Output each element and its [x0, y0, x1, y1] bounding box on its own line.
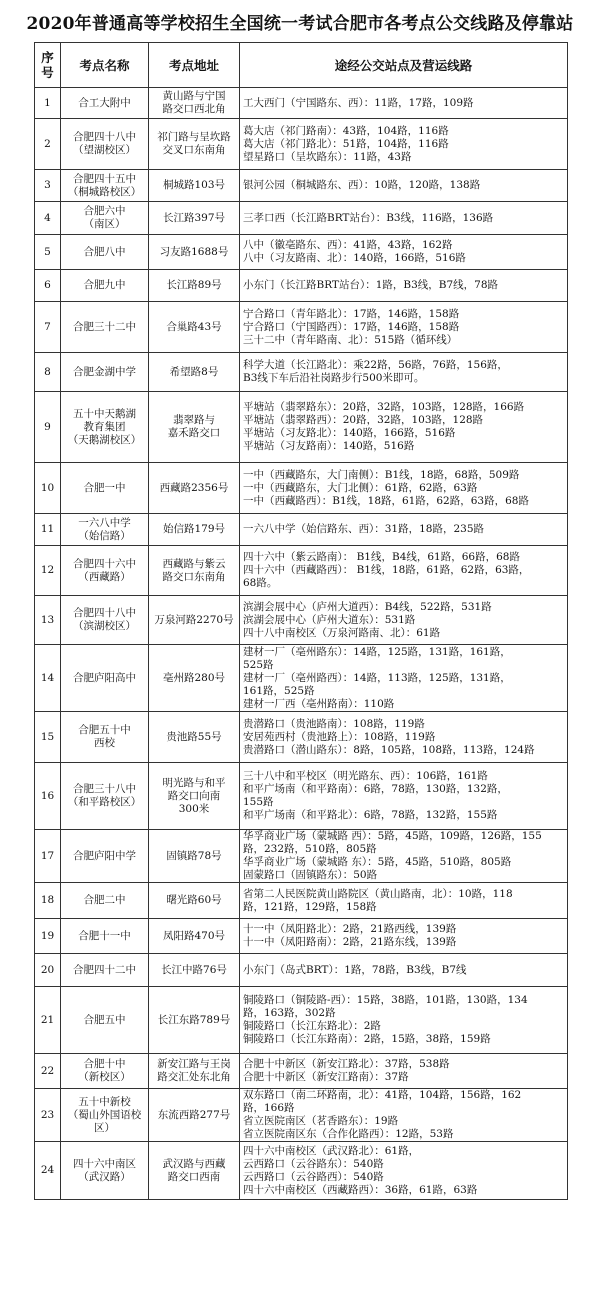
exam-site-address: [149, 235, 240, 270]
bus-routes-line: 宁合路口（青年路北）：17路，146路，158路: [243, 307, 460, 320]
exam-site-name: [61, 883, 149, 919]
exam-site-name-line: （天鹅湖校区）: [67, 433, 142, 446]
row-number: 1: [35, 88, 61, 119]
exam-site-name-line: （蜀山外国语校区）: [67, 1108, 142, 1134]
exam-site-name-line: 合肥五十中: [78, 724, 131, 736]
bus-routes-line: 一中（西藏路东，大门北侧）：61路，62路，63路: [243, 481, 478, 494]
bus-routes-line: 滨湖会展中心（庐州大道东）：531路: [243, 613, 416, 626]
bus-routes: [240, 596, 568, 645]
bus-routes-line: 葛大店（祁门路南）：43路，104路，116路: [243, 124, 449, 137]
row-number: 13: [35, 596, 61, 645]
exam-site-address: [149, 763, 240, 830]
bus-routes: [240, 1054, 568, 1089]
exam-site-address: [149, 270, 240, 302]
row-number: 22: [35, 1054, 61, 1089]
exam-site-name-line: 五十中新校: [78, 1095, 131, 1108]
exam-site-address-line: 桐城路103号: [162, 179, 226, 191]
exam-site-address: [149, 954, 240, 987]
exam-site-name: [61, 170, 149, 202]
bus-routes-line: 三孝口西（长江路BRT站台）：B3线，116路，136路: [243, 211, 494, 224]
table-row: [35, 645, 568, 712]
exam-site-name-line: 合肥三十八中: [73, 783, 136, 795]
exam-site-name: [61, 987, 149, 1054]
bus-routes: [240, 235, 568, 270]
bus-routes: [240, 353, 568, 392]
bus-routes-line: 八中（徽亳路东、西）：41路，43路，162路: [243, 239, 453, 251]
table-header-row: [35, 43, 568, 88]
exam-site-address: [149, 302, 240, 353]
exam-site-name-line: （桐城路校区）: [67, 185, 142, 198]
table-row: [35, 883, 568, 919]
exam-site-name-line: 四十六中南区: [73, 1157, 136, 1170]
exam-site-name: [61, 645, 149, 712]
bus-routes: [240, 712, 568, 763]
bus-routes-line: 68路。: [243, 577, 278, 589]
row-number: 2: [35, 119, 61, 170]
exam-site-address-line: 长江路397号: [162, 211, 226, 224]
bus-routes-line: 路，166路: [243, 1102, 295, 1114]
exam-site-address-line: 祁门路与呈坎路: [157, 131, 231, 143]
exam-site-address-line: 贵池路55号: [166, 730, 222, 743]
bus-routes: [240, 392, 568, 463]
row-number: 24: [35, 1142, 61, 1200]
bus-routes: [240, 1142, 568, 1200]
bus-routes: [240, 1089, 568, 1142]
table-row: [35, 119, 568, 170]
bus-routes-line: 安居苑西村（贵池路上）：108路，119路: [243, 730, 436, 743]
exam-site-address: [149, 919, 240, 954]
bus-routes-line: 平塘站（翡翠路东）：20路，32路，103路，128路，166路: [243, 401, 525, 413]
exam-site-address: [149, 645, 240, 712]
bus-routes: [240, 830, 568, 883]
exam-site-address: [149, 546, 240, 596]
table-row: [35, 763, 568, 830]
table-row: [35, 1054, 568, 1089]
exam-site-name-line: （始信路）: [78, 529, 131, 542]
bus-routes-line: 合肥十中新区（新安江路南）：37路: [243, 1071, 409, 1083]
row-number: 7: [35, 302, 61, 353]
exam-site-address-line: 曙光路60号: [166, 894, 222, 906]
exam-site-name: [61, 763, 149, 830]
table-row: [35, 830, 568, 883]
exam-site-name: [61, 270, 149, 302]
exam-site-address-line: 路交汇处东北角: [157, 1071, 231, 1083]
row-number: 14: [35, 645, 61, 712]
bus-routes: [240, 883, 568, 919]
exam-site-address: [149, 353, 240, 392]
bus-routes-line: 固蒙路口（固镇路东）：50路: [243, 869, 378, 881]
row-number: 9: [35, 392, 61, 463]
bus-routes-line: 铜陵路口（长江东路北）：2路: [243, 1020, 381, 1032]
exam-site-name-line: （西藏路）: [78, 570, 131, 583]
exam-site-name: [61, 712, 149, 763]
exam-site-name: [61, 514, 149, 546]
exam-site-name-line: （望湖校区）: [73, 144, 136, 156]
exam-site-address: [149, 119, 240, 170]
bus-routes-line: 省立医院南区（茗香路东）：19路: [243, 1115, 399, 1127]
bus-routes-line: 双东路口（南二环路南，北）：41路，104路，156路，162: [243, 1089, 522, 1101]
col-header-routes: 途经公交站点及营运线路: [240, 43, 568, 88]
exam-site-address-line: 300米: [178, 802, 210, 815]
exam-site-name-line: 合肥三十二中: [73, 320, 136, 333]
exam-site-address: [149, 883, 240, 919]
table-row: [35, 270, 568, 302]
bus-routes-line: 和平广场南（和平路南）：6路，78路，130路，132路，: [243, 783, 508, 795]
row-number: 18: [35, 883, 61, 919]
table-row: [35, 919, 568, 954]
exam-site-name: [61, 392, 149, 463]
col-header-name: 考点名称: [61, 43, 149, 88]
table-row: [35, 596, 568, 645]
bus-routes-line: 贵潜路口（潜山路东）：8路，105路，108路，113路，124路: [243, 743, 535, 756]
exam-site-name-line: 合肥八中: [83, 245, 126, 258]
table-row: [35, 1089, 568, 1142]
exam-site-address-line: 合巢路43号: [166, 320, 222, 333]
exam-site-address-line: 万泉河路2270号: [154, 613, 234, 626]
bus-routes-line: 建材一厂（亳州路东）：14路，125路，131路，161路，: [243, 645, 511, 658]
bus-routes-line: 华孚商业广场（蒙城路 东）：5路，45路，510路，805路: [243, 856, 512, 868]
bus-routes-line: 葛大店（祁门路北）：51路，104路，116路: [243, 137, 449, 150]
bus-routes-line: 四十八中南校区（万泉河路南、北）：61路: [243, 626, 441, 639]
exam-site-name-line: 合肥四十六中: [73, 557, 136, 570]
exam-site-address-line: 长江路89号: [166, 279, 222, 291]
table-row: [35, 353, 568, 392]
bus-routes: [240, 202, 568, 235]
row-number: 12: [35, 546, 61, 596]
page-title: 2020年普通高等学校招生全国统一考试合肥市各考点公交线路及停靠站: [26, 14, 574, 34]
exam-site-name: [61, 119, 149, 170]
row-number: 5: [35, 235, 61, 270]
exam-site-address: [149, 170, 240, 202]
table-row: [35, 712, 568, 763]
exam-site-name-line: 合肥二中: [83, 894, 126, 906]
bus-route-table: [34, 42, 568, 1200]
bus-routes-line: 一中（西藏路东，大门南侧）：B1线，18路，68路，509路: [243, 468, 520, 481]
bus-routes-line: 161路，525路: [243, 684, 315, 697]
exam-site-name-line: 合肥四十八中: [73, 607, 136, 619]
bus-routes-line: 华孚商业广场（蒙城路 西）：5路，45路，109路，126路，155: [243, 830, 542, 842]
exam-site-address: [149, 712, 240, 763]
exam-site-name-line: 合肥四十八中: [73, 131, 136, 143]
row-number: 15: [35, 712, 61, 763]
exam-site-name-line: （武汉路）: [78, 1170, 131, 1183]
bus-routes-line: 云西路口（云谷路西）：540路: [243, 1170, 384, 1183]
exam-site-address: [149, 1089, 240, 1142]
bus-routes: [240, 463, 568, 514]
bus-routes-line: 四十六中（紫云路南）： B1线，B4线，61路，66路，68路: [243, 551, 520, 563]
bus-routes-line: B3线下车后沿社岗路步行500米即可。: [243, 372, 425, 384]
bus-routes-line: 建材一厂（亳州路西）：14路，113路，125路，131路，: [243, 671, 511, 684]
exam-site-address-line: 西藏路与紫云: [162, 557, 226, 570]
bus-routes-line: 工大西门（宁国路东、西）：11路，17路，109路: [243, 96, 474, 109]
bus-routes-line: 路，121路，129路，158路: [243, 900, 377, 913]
exam-site-name-line: 教育集团: [83, 420, 126, 433]
bus-routes-line: 三十二中（青年路南、北）：515路（循环线）: [243, 333, 458, 346]
exam-site-address-line: 武汉路与西藏: [162, 1157, 226, 1170]
bus-routes-line: 一六八中学（始信路东、西）：31路，18路，235路: [243, 523, 485, 535]
bus-routes-line: 省第二人民医院黄山路院区（黄山路南，北）：10路，118: [243, 887, 513, 900]
exam-site-name-line: （新校区）: [78, 1071, 131, 1083]
exam-site-address-line: 固镇路78号: [166, 849, 222, 862]
table-row: [35, 514, 568, 546]
exam-site-name: [61, 1054, 149, 1089]
bus-routes: [240, 119, 568, 170]
bus-routes: [240, 919, 568, 954]
exam-site-address: [149, 1142, 240, 1200]
exam-site-address-line: 路交口向南: [167, 789, 221, 802]
exam-site-address: [149, 596, 240, 645]
bus-routes-line: 十一中（凤阳路北）：2路，21路西线，139路: [243, 923, 457, 935]
table-row: [35, 546, 568, 596]
row-number: 20: [35, 954, 61, 987]
exam-site-name-line: 合肥庐阳高中: [73, 671, 136, 684]
exam-site-address-line: 西藏路2356号: [159, 481, 229, 494]
exam-site-name-line: （滨湖校区）: [73, 620, 136, 632]
bus-routes-line: 科学大道（长江路北）：乘22路，56路，76路，156路，: [243, 359, 508, 371]
exam-site-name-line: 合肥六中: [83, 205, 126, 217]
exam-site-name-line: （和平路校区）: [67, 796, 142, 808]
exam-site-address: [149, 202, 240, 235]
exam-site-name-line: 西校: [94, 737, 115, 749]
exam-site-name: [61, 830, 149, 883]
bus-routes: [240, 987, 568, 1054]
bus-routes: [240, 270, 568, 302]
exam-site-name: [61, 546, 149, 596]
exam-site-name: [61, 1142, 149, 1200]
exam-site-name: [61, 88, 149, 119]
exam-site-name-line: 合工大附中: [78, 96, 131, 109]
exam-site-name-line: 合肥一中: [83, 481, 126, 494]
bus-routes: [240, 763, 568, 830]
bus-routes: [240, 546, 568, 596]
bus-routes: [240, 88, 568, 119]
bus-routes-line: 宁合路口（宁国路西）：17路，146路，158路: [243, 320, 460, 333]
exam-site-name-line: 五十中天鹅湖: [73, 407, 136, 420]
bus-routes-line: 三十八中和平校区（明光路东、西）：106路，161路: [243, 770, 488, 782]
exam-site-name-line: 合肥庐阳中学: [73, 849, 136, 862]
row-number: 6: [35, 270, 61, 302]
bus-routes-line: 铜陵路口（长江东路南）：2路，15路，38路，159路: [243, 1033, 491, 1045]
table-row: [35, 463, 568, 514]
exam-site-name: [61, 954, 149, 987]
bus-routes-line: 建材一厂西（亳州路南）：110路: [243, 697, 395, 710]
row-number: 23: [35, 1089, 61, 1142]
exam-site-address-line: 习友路1688号: [159, 245, 229, 258]
row-number: 21: [35, 987, 61, 1054]
exam-site-name: [61, 919, 149, 954]
bus-routes: [240, 645, 568, 712]
bus-routes-line: 铜陵路口（铜陵路-西）：15路，38路，101路，130路，134: [243, 994, 528, 1006]
bus-routes: [240, 954, 568, 987]
col-header-address: 考点地址: [149, 43, 240, 88]
bus-routes-line: 四十六中南校区（武汉路北）：61路，: [243, 1144, 420, 1157]
bus-routes-line: 贵潜路口（贵池路南）：108路，119路: [243, 717, 425, 730]
exam-site-address-line: 路交口西南: [167, 1170, 221, 1183]
table-row: [35, 202, 568, 235]
exam-site-name: [61, 1089, 149, 1142]
row-number: 3: [35, 170, 61, 202]
bus-routes-line: 滨湖会展中心（庐州大道西）：B4线，522路，531路: [243, 600, 492, 613]
table-row: [35, 1142, 568, 1200]
bus-routes-line: 平塘站（翡翠路西）：20路，32路，103路，128路: [243, 414, 484, 426]
exam-site-name: [61, 202, 149, 235]
exam-site-name-line: 合肥五中: [83, 1013, 126, 1026]
exam-site-address: [149, 88, 240, 119]
exam-site-address-line: 希望路8号: [169, 365, 219, 378]
bus-routes-line: 省立医院南区东（合作化路西）：12路，53路: [243, 1128, 454, 1140]
table-row: [35, 987, 568, 1054]
bus-routes-line: 合肥十中新区（新安江路北）：37路，538路: [243, 1058, 450, 1070]
row-number: 8: [35, 353, 61, 392]
exam-site-address-line: 翡翠路与: [173, 414, 215, 426]
exam-site-name-line: 合肥四十二中: [73, 963, 136, 976]
table-row: [35, 170, 568, 202]
bus-routes-line: 平塘站（习友路北）：140路，166路，516路: [243, 427, 456, 439]
table-row: [35, 235, 568, 270]
bus-routes-line: 银河公园（桐城路东、西）：10路，120路，138路: [243, 179, 481, 191]
exam-site-address-line: 新安江路与王岗: [157, 1058, 231, 1070]
bus-routes-line: 525路: [243, 658, 274, 671]
bus-routes-line: 平塘站（习友路南）：140路，516路: [243, 440, 415, 452]
table-row: [35, 302, 568, 353]
bus-routes-line: 四十六中（西藏路西）： B1线，18路，61路，62路，63路，: [243, 564, 530, 576]
table-row: [35, 392, 568, 463]
table-row: [35, 88, 568, 119]
exam-site-name: [61, 463, 149, 514]
row-number: 11: [35, 514, 61, 546]
bus-routes: [240, 302, 568, 353]
table-row: [35, 954, 568, 987]
row-number: 19: [35, 919, 61, 954]
exam-site-address-line: 黄山路与宁国: [162, 90, 226, 102]
bus-routes-line: 和平广场南（和平路北）：6路，78路，132路，155路: [243, 809, 498, 821]
exam-site-name-line: 合肥十一中: [78, 929, 131, 942]
exam-site-name-line: （南区）: [83, 218, 126, 230]
exam-site-name: [61, 302, 149, 353]
exam-site-address-line: 亳州路280号: [162, 671, 226, 684]
exam-site-name-line: 合肥十中: [83, 1058, 126, 1070]
bus-routes: [240, 170, 568, 202]
bus-routes: [240, 514, 568, 546]
bus-routes-line: 路，163路，302路: [243, 1007, 336, 1019]
exam-site-address: [149, 1054, 240, 1089]
row-number: 16: [35, 763, 61, 830]
bus-routes-line: 一中（西藏路西）：B1线，18路，61路，62路，63路，68路: [243, 494, 529, 507]
row-number: 17: [35, 830, 61, 883]
bus-routes-line: 四十六中南校区（西藏路西）：36路，61路，63路: [243, 1183, 478, 1196]
bus-routes-line: 155路: [243, 796, 274, 808]
bus-routes-line: 小东门（长江路BRT站台）：1路，B3线，B7线，78路: [243, 279, 499, 291]
exam-site-address-line: 明光路与和平: [162, 776, 226, 789]
exam-site-address: [149, 830, 240, 883]
exam-site-name-line: 一六八中学: [78, 516, 131, 529]
bus-routes-line: 望星路口（呈坎路东）：11路，43路: [243, 150, 412, 163]
exam-site-address-line: 长江中路76号: [161, 963, 227, 976]
exam-site-address: [149, 463, 240, 514]
bus-routes-line: 路，232路，510路，805路: [243, 843, 377, 855]
exam-site-name: [61, 596, 149, 645]
exam-site-address-line: 东流西路277号: [157, 1108, 231, 1121]
col-header-no: 序号: [35, 43, 61, 88]
bus-routes-line: 云西路口（云谷路东）：540路: [243, 1157, 384, 1170]
exam-site-address-line: 交叉口东南角: [162, 144, 226, 156]
exam-site-address-line: 始信路179号: [162, 523, 226, 535]
exam-site-name-line: 合肥金湖中学: [73, 365, 136, 378]
row-number: 4: [35, 202, 61, 235]
exam-site-address-line: 长江东路789号: [157, 1013, 231, 1026]
bus-routes-line: 十一中（凤阳路南）：2路，21路东线，139路: [243, 936, 457, 948]
exam-site-address: [149, 514, 240, 546]
exam-site-address-line: 路交口东南角: [162, 570, 226, 583]
exam-site-address: [149, 392, 240, 463]
bus-routes-line: 八中（习友路南、北）：140路，166路，516路: [243, 252, 466, 264]
exam-site-name-line: 合肥九中: [83, 279, 126, 291]
exam-site-address-line: 凤阳路470号: [162, 929, 226, 942]
exam-site-address-line: 路交口西北角: [162, 103, 226, 115]
exam-site-address-line: 嘉禾路交口: [167, 427, 221, 439]
exam-site-name: [61, 353, 149, 392]
bus-routes-line: 小东门（岛式BRT）：1路，78路，B3线，B7线: [243, 963, 467, 976]
row-number: 10: [35, 463, 61, 514]
exam-site-address: [149, 987, 240, 1054]
exam-site-name-line: 合肥四十五中: [73, 172, 136, 185]
exam-site-name: [61, 235, 149, 270]
